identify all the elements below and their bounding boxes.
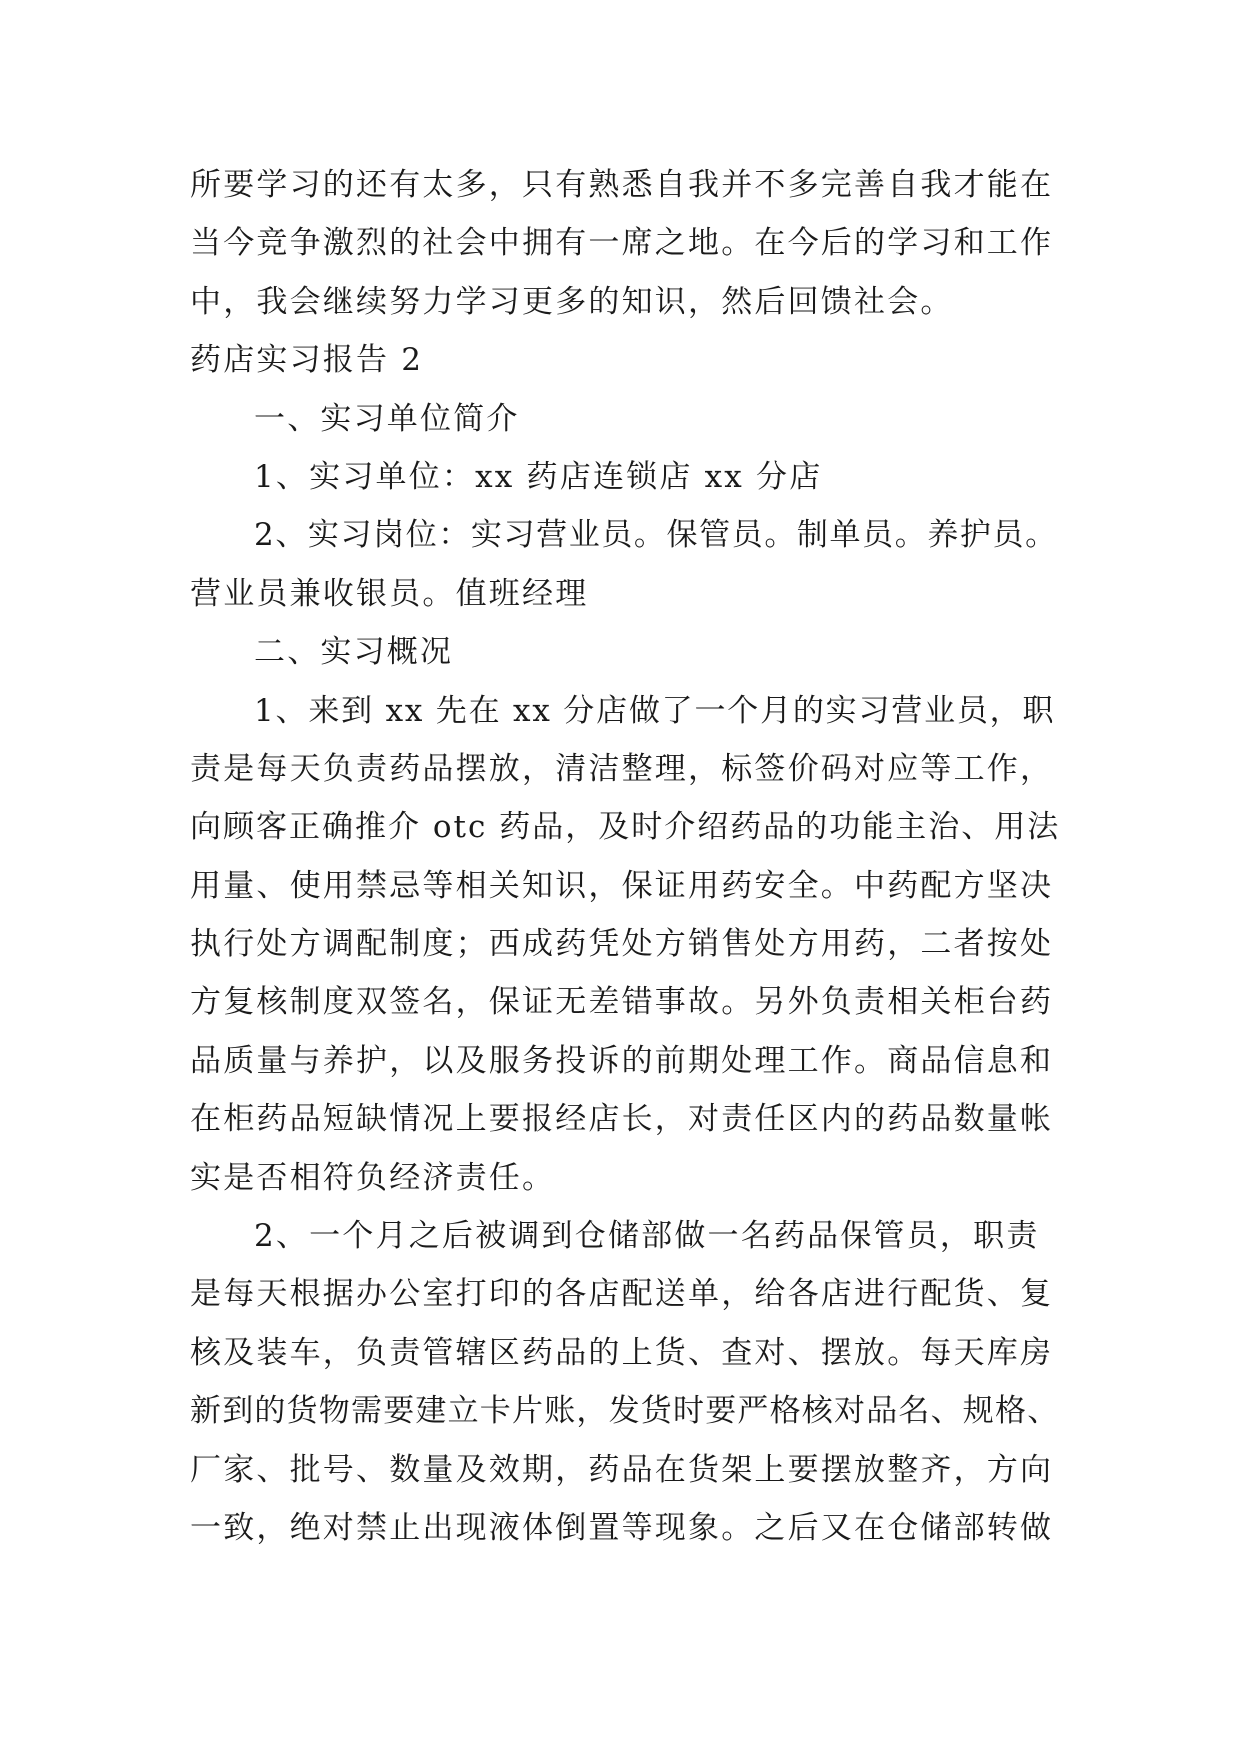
text-line: 方复核制度双签名，保证无差错事故。另外负责相关柜台药 [190, 984, 1054, 1021]
text-line: 1、实习单位：xx 药店连锁店 xx 分店 [254, 458, 823, 495]
text-line: 所要学习的还有太多，只有熟悉自我并不多完善自我才能在 [190, 167, 1054, 203]
text-line: 用量、使用禁忌等相关知识，保证用药安全。中药配方坚决 [190, 867, 1054, 904]
text-line: 核及装车，负责管辖区药品的上货、查对、摆放。每天库房 [190, 1334, 1054, 1371]
section-heading: 二、实习概况 [254, 634, 454, 671]
section-heading: 一、实习单位简介 [254, 400, 520, 437]
text-line: 一致，绝对禁止出现液体倒置等现象。之后又在仓储部转做 [190, 1509, 1054, 1546]
text-line: 品质量与养护，以及服务投诉的前期处理工作。商品信息和 [190, 1042, 1054, 1079]
text-line: 执行处方调配制度；西成药凭处方销售处方用药，二者按处 [190, 926, 1054, 963]
report-title: 药店实习报告 2 [190, 342, 424, 379]
text-line: 营业员兼收银员。值班经理 [190, 575, 589, 612]
text-line: 当今竞争激烈的社会中拥有一席之地。在今后的学习和工作 [190, 225, 1054, 262]
text-line: 中，我会继续努力学习更多的知识，然后回馈社会。 [190, 283, 954, 320]
text-line: 是每天根据办公室打印的各店配送单，给各店进行配货、复 [190, 1276, 1054, 1313]
text-line: 1、来到 xx 先在 xx 分店做了一个月的实习营业员，职 [254, 692, 1056, 729]
text-line: 责是每天负责药品摆放，清洁整理，标签价码对应等工作， [190, 750, 1054, 787]
text-line: 2、一个月之后被调到仓储部做一名药品保管员，职责 [254, 1218, 1040, 1255]
text-line: 2、实习岗位：实习营业员。保管员。制单员。养护员。 [254, 517, 1058, 554]
text-line: 实是否相符负经济责任。 [190, 1159, 556, 1196]
text-line: 向顾客正确推介 otc 药品，及时介绍药品的功能主治、用法 [190, 809, 1061, 846]
document-body [190, 156, 1060, 1557]
text-line: 厂家、批号、数量及效期，药品在货架上要摆放整齐，方向 [190, 1451, 1054, 1488]
text-line: 新到的货物需要建立卡片账，发货时要严格核对品名、规格、 [190, 1393, 1060, 1430]
text-line: 在柜药品短缺情况上要报经店长，对责任区内的药品数量帐 [190, 1101, 1054, 1138]
